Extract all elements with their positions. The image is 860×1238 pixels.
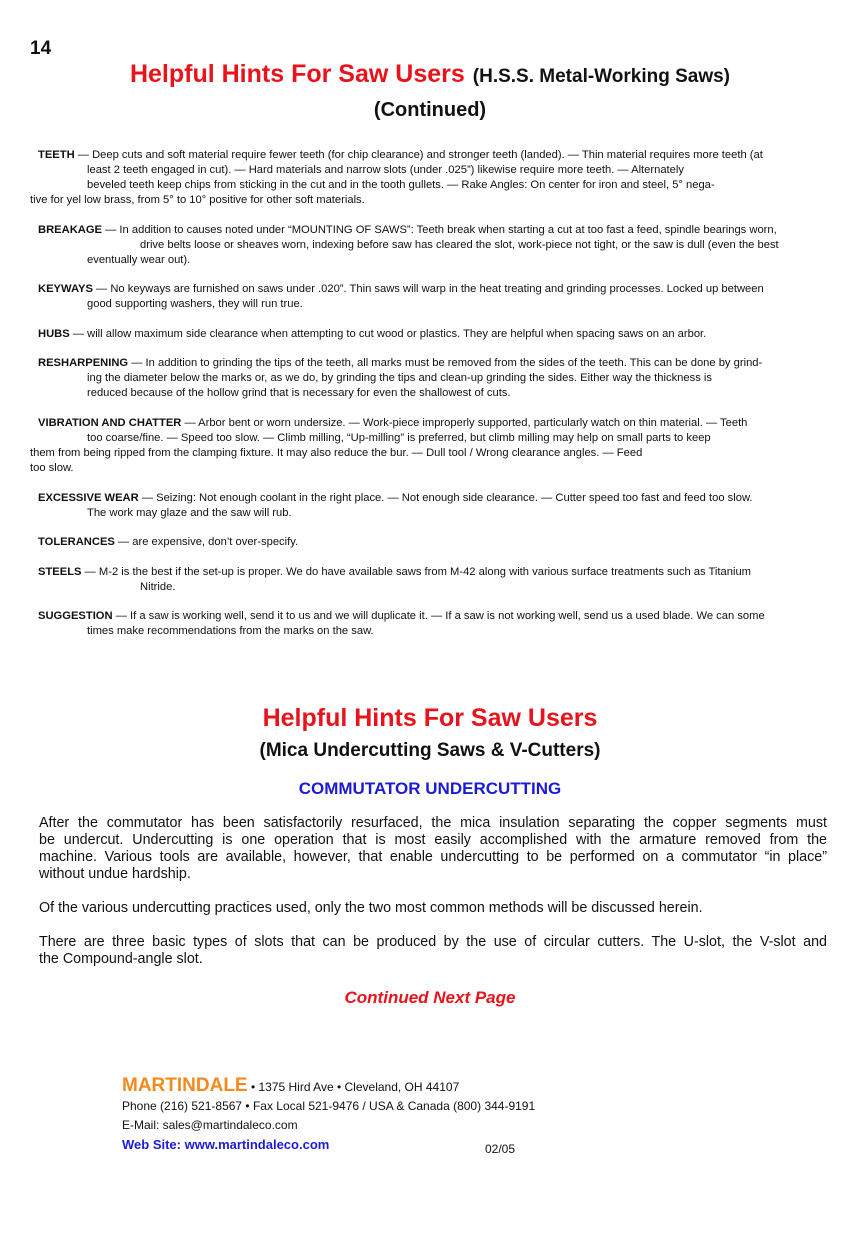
hint-text: — M-2 is the best if the set-up is proper. We do have available saws from M-42 along with various surface treatments such as Titanium [84,565,751,578]
footer-phone: Phone (216) 521-8567 • Fax Local 521-9476 / USA & Canada (800) 344-9191 [122,1099,536,1113]
hint-text: ing the diameter below the marks or, as we do, by grinding the tips and clean-up grinding the sides. Either way the thickness is [87,372,712,385]
hint-item [30,416,836,476]
hint-line [30,371,836,386]
body-paragraph [39,815,827,883]
hint-item [30,282,836,312]
hint-text: — In addition to causes noted under “MOUNTING OF SAWS”: Teeth break when starting a cut at too fast a feed, spindle bearings worn, [105,223,777,236]
hint-label: RESHARPENING [38,357,129,370]
footer-email[interactable]: E-Mail: sales@martindaleco.com [122,1118,298,1132]
hint-text: times make recommendations from the marks on the saw. [87,625,374,638]
body-paragraph [39,934,827,968]
footer-website-link[interactable]: Web Site: www.martindaleco.com [122,1137,330,1152]
hint-item [30,535,836,550]
hint-line [30,282,836,297]
hint-text: too slow. [30,461,74,474]
hint-item [30,491,836,521]
hint-item [30,565,836,595]
hint-text: Nitride. [140,580,176,593]
page-title-main: Helpful Hints For Saw Users [129,60,465,88]
hint-item [30,148,836,208]
hint-text: too coarse/fine. — Speed too slow. — Climb milling, “Up-milling” is preferred, but climb milling may help on small parts to keep [87,431,711,444]
hint-label: TOLERANCES [38,536,115,549]
hint-line [30,253,836,268]
hint-line [30,506,836,521]
hint-line [30,223,836,238]
hint-line [30,624,836,639]
hint-label: VIBRATION AND CHATTER [38,416,182,429]
hint-text: drive belts loose or sheaves worn, indexing before saw has cleared the slot, work-piece not tight, or the saw is dull (even the best [140,238,779,251]
body-line: There are three basic types of slots that can be produced by the use of circular cutters. The U-slot, the V-slot and [39,934,827,950]
hint-line [30,356,836,371]
hint-text: least 2 teeth engaged in cut). — Hard materials and narrow slots (under .025”) likewise require more teeth. — Alternately [87,164,684,176]
hint-text: good supporting washers, they will run true. [87,298,303,311]
hint-item [30,609,836,639]
hint-text: — Seizing: Not enough coolant in the right place. — Not enough side clearance. — Cutter speed too fast and feed too slow. [141,491,753,504]
hint-text: — In addition to grinding the tips of the teeth, all marks must be removed from the sides of the teeth. This can be done by grind- [131,357,763,370]
page-number: 14 [30,38,52,59]
hint-item [30,223,836,268]
hints-list [30,148,836,654]
hint-line [30,446,836,461]
hint-text: — No keyways are furnished on saws under .020”. Thin saws will warp in the heat treating and grinding processes. Locked up between [96,283,764,296]
hint-item [30,356,836,401]
hint-label: TEETH [38,149,75,161]
body-line: without undue hardship. [39,866,191,882]
section-subtitle: (Mica Undercutting Saws & V-Cutters) [259,740,601,761]
footer [122,1076,542,1154]
footer-date: 02/05 [485,1142,516,1156]
hint-text: reduced because of the hollow grind that is necessary for even the shallowest of cuts. [87,387,511,400]
continued-next-page: Continued Next Page [344,988,516,1007]
hint-item [30,327,836,342]
body-line: the Compound-angle slot. [39,951,203,967]
hint-label: EXCESSIVE WEAR [38,491,139,504]
hint-text: — Arbor bent or worn undersize. — Work-piece improperly supported, particularly watch on thin material. — Teeth [184,416,748,429]
hint-text: — will allow maximum side clearance when attempting to cut wood or plastics. They are helpful when spacing saws on an arbor. [72,327,707,340]
hint-line [30,327,836,342]
body-line: Of the various undercutting practices used, only the two most common methods will be discussed herein. [39,900,703,916]
hint-text: — are expensive, don’t over-specify. [117,536,299,549]
hint-text: — Deep cuts and soft material require fewer teeth (for chip clearance) and stronger teeth (landed). — Thin material requires more teeth (at [77,149,763,161]
hint-line [30,580,836,595]
body-line: be undercut. Undercutting is one operation that is most easily accomplished with the armature removed from the [39,832,827,848]
body-line: machine. Various tools are available, however, that enable undercutting to be performed on a commutator “in place” [39,849,827,865]
hint-label: SUGGESTION [38,610,113,623]
footer-brand: MARTINDALE [122,1075,248,1096]
page-title-subtitle: (H.S.S. Metal-Working Saws) [472,66,731,87]
hint-label: STEELS [38,565,82,578]
hint-line [30,491,836,506]
hint-line [30,148,836,163]
hint-line [30,193,836,208]
hint-text: — If a saw is working well, send it to us and we will duplicate it. — If a saw is not working well, send us a used blade. We can some [115,610,765,623]
hint-line [30,431,836,446]
hint-label: BREAKAGE [38,223,103,236]
hint-text: them from being ripped from the clamping fixture. It may also reduce the bur. — Dull tool / Wrong clearance angles. — Feed [30,446,643,459]
hint-text: beveled teeth keep chips from sticking in the cut and in the tooth gullets. — Rake Angles: On center for iron and steel, 5° nega- [87,179,715,191]
footer-address: • 1375 Hird Ave • Cleveland, OH 44107 [247,1080,460,1094]
hint-line [30,535,836,550]
section-heading: COMMUTATOR UNDERCUTTING [298,779,562,798]
page-title-continued: (Continued) [373,99,487,121]
hint-text: tive for yel low brass, from 5° to 10° positive for other soft materials. [30,194,365,206]
body-paragraph [39,900,827,917]
hint-line [30,163,836,178]
hint-line [30,609,836,624]
section-body [39,815,827,985]
body-line: After the commutator has been satisfactorily resurfaced, the mica insulation separating the copper segments must [39,815,827,831]
hint-line [30,386,836,401]
hint-line [30,178,836,193]
hint-line [30,297,836,312]
hint-text: The work may glaze and the saw will rub. [87,506,292,519]
hint-line [30,238,836,253]
hint-line [30,416,836,431]
hint-line [30,461,836,476]
hint-text: eventually wear out). [87,253,191,266]
page-title [0,60,860,89]
hint-label: HUBS [38,327,70,340]
hint-line [30,565,836,580]
hint-label: KEYWAYS [38,283,93,296]
section-title: Helpful Hints For Saw Users [262,704,598,732]
